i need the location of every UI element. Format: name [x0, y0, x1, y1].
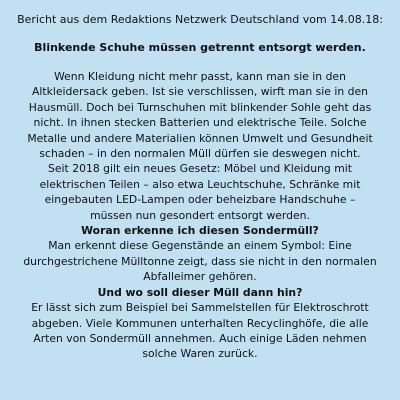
paragraph-line: müssen nun gesondert entsorgt werden.: [90, 208, 310, 222]
answer-line: durchgestrichene Mülltonne zeigt, dass sie nicht in den normalen: [23, 254, 377, 268]
paragraph-line: Metalle und andere Materialien können Umwelt und Gesundheit: [27, 131, 373, 145]
answer-line: Arten von Sondermüll annehmen. Auch einige Läden nehmen: [33, 331, 367, 345]
answer-line: solche Waren zurück.: [142, 347, 258, 361]
article-body: [0, 69, 400, 362]
answer-line: abgeben. Viele Kommunen unterhalten Recyclinghöfe, die alle: [31, 316, 369, 330]
article-headline: Blinkende Schuhe müssen getrennt entsorgt werden.: [34, 41, 366, 54]
paragraph-line: Hausmüll. Doch bei Turnschuhen mit blinkender Sohle geht das: [28, 100, 372, 114]
paragraph-line: Altkleidersack geben. Ist sie verschlissen, wirft man sie in den: [32, 85, 368, 99]
article-source-line: Bericht aus dem Redaktions Netzwerk Deutschland vom 14.08.18:: [17, 13, 383, 26]
answer-line: Man erkennt diese Gegenstände an einem Symbol: Eine: [48, 239, 352, 253]
answer-line: Abfalleimer gehören.: [143, 270, 257, 284]
question-heading: Und wo soll dieser Müll dann hin?: [97, 285, 303, 299]
paragraph-line: elektrischen Teilen – also etwa Leuchtschuhe, Schränke mit: [39, 177, 361, 191]
paragraph-line: Seit 2018 gilt ein neues Gesetz: Möbel und Kleidung mit: [48, 162, 352, 176]
question-heading: Woran erkenne ich diesen Sondermüll?: [81, 224, 319, 238]
paragraph-line: eingebauten LED-Lampen oder beheizbare Handschuhe –: [44, 193, 356, 207]
paragraph-line: schaden – in den normalen Müll dürfen sie deswegen nicht.: [39, 147, 361, 161]
paragraph-line: nicht. In ihnen stecken Batterien und elektrische Teile. Solche: [33, 116, 367, 130]
answer-line: Er lässt sich zum Beispiel bei Sammelstellen für Elektroschrott: [31, 301, 369, 315]
paragraph-line: Wenn Kleidung nicht mehr passt, kann man sie in den: [54, 70, 346, 83]
